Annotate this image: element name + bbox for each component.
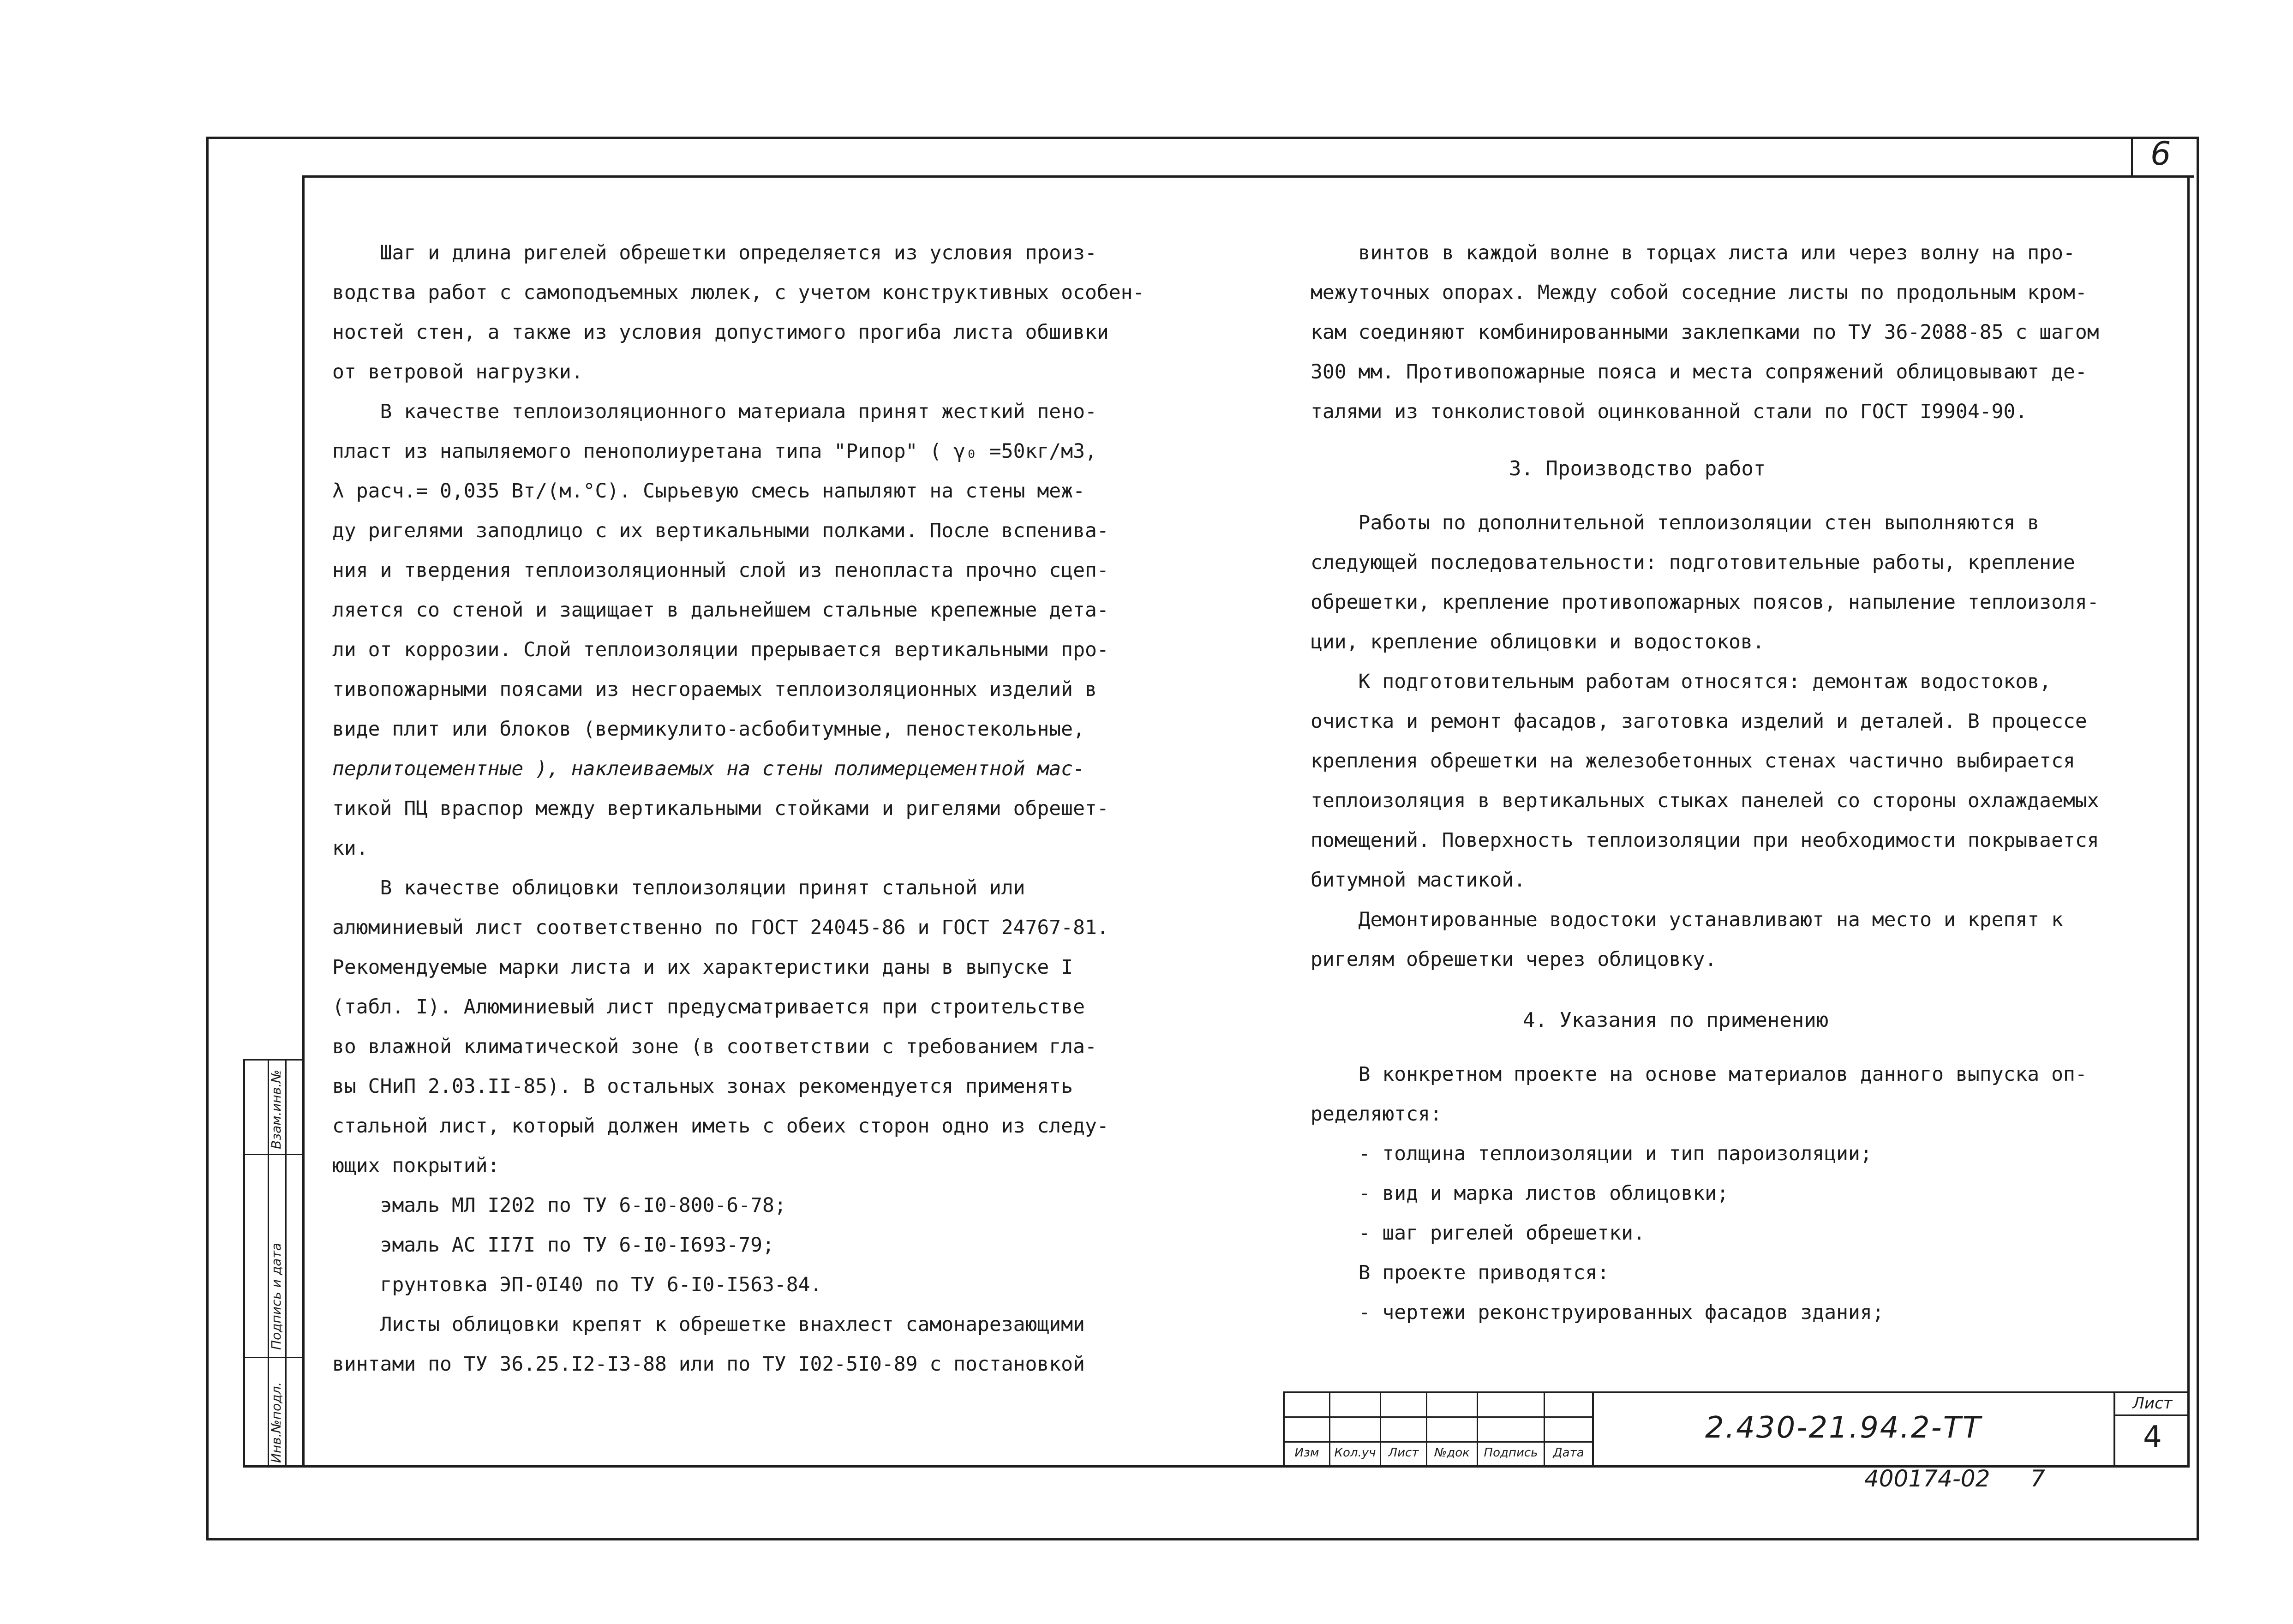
stamp-col-list: Лист (1388, 1446, 1419, 1460)
right-line: обрешетки, крепление противопожарных поясов, напыление теплоизоля- (1311, 591, 2099, 614)
doc-code: 2.430-21.94.2-ТТ (1705, 1411, 1982, 1445)
left-line: В качестве теплоизоляционного материала принят жесткий пено- (332, 400, 1097, 423)
left-line: Листы облицовки крепят к обрешетке внахлест самонарезающими (332, 1313, 1085, 1336)
right-line: - чертежи реконструированных фасадов здания; (1311, 1301, 1884, 1324)
left-line: алюминиевый лист соответственно по ГОСТ 24045-86 и ГОСТ 24767-81. (332, 916, 1109, 939)
right-line: талями из тонколистовой оцинкованной стали по ГОСТ I9904-90. (1311, 400, 2028, 423)
right-line: Демонтированные водостоки устанавливают на место и крепят к (1311, 908, 2063, 931)
side-stamp-sep1 (243, 1154, 303, 1155)
outer-frame-left (206, 137, 209, 1540)
right-line: винтов в каждой волне в торцах листа или через волну на про- (1311, 241, 2075, 264)
title-block-col6 (1592, 1391, 1594, 1467)
right-line: теплоизоляция в вертикальных стыках панелей со стороны охлаждаемых (1311, 789, 2099, 812)
left-line: эмаль МЛ I202 по ТУ 6-I0-800-6-78; (332, 1194, 786, 1217)
right-line: В проекте приводятся: (1311, 1261, 1610, 1284)
title-block-sheet-sep (2113, 1414, 2190, 1416)
right-line: ригелям обрешетки через облицовку. (1311, 948, 1717, 971)
left-line: Рекомендуемые марки листа и их характеристики даны в выпуске I (332, 956, 1073, 979)
side-stamp-replace: Взам.инв.№ (269, 1069, 284, 1149)
side-stamp-mid2 (285, 1059, 287, 1468)
side-stamp-sign: Подпись и дата (269, 1243, 284, 1350)
left-line: пласт из напыляемого пенополиуретана типа "Рипор" ( γ₀ =50кг/м3, (332, 440, 1097, 463)
right-column-para3 (1311, 1055, 2178, 1332)
outer-frame-right (2197, 137, 2199, 1540)
left-line: ли от коррозии. Слой теплоизоляции прерывается вертикальными про- (332, 638, 1109, 661)
inner-frame-right (2187, 175, 2190, 1468)
sheet-number: 4 (2143, 1420, 2162, 1454)
right-line: ределяются: (1311, 1103, 1442, 1126)
archive-page: 7 (2030, 1465, 2045, 1492)
left-line: ки. (332, 837, 368, 860)
right-line: крепления обрешетки на железобетонных стенах частично выбирается (1311, 749, 2075, 773)
outer-frame-bottom (206, 1538, 2199, 1540)
left-line: ностей стен, а также из условия допустимого прогиба листа обшивки (332, 321, 1109, 344)
right-line: помещений. Поверхность теплоизоляции при необходимости покрывается (1311, 829, 2099, 852)
stamp-col-podpis: Подпись (1484, 1446, 1538, 1460)
section-3-heading: 3. Производство работ (1509, 457, 1766, 480)
left-line: во влажной климатической зоне (в соответствии с требованием гла- (332, 1035, 1097, 1058)
right-line: - толщина теплоизоляции и тип пароизоляции; (1311, 1142, 1872, 1165)
side-stamp-inv: Инв.№подл. (269, 1382, 284, 1463)
right-line: ции, крепление облицовки и водостоков. (1311, 630, 1765, 653)
inner-frame-left (302, 175, 305, 1468)
archive-number: 400174-02 (1864, 1465, 1990, 1492)
left-line: грунтовка ЭП-0I40 по ТУ 6-I0-I563-84. (332, 1273, 822, 1296)
left-line: ния и твердения теплоизоляционный слой из пенопласта прочно сцеп- (332, 559, 1109, 582)
right-line: - вид и марка листов облицовки; (1311, 1182, 1729, 1205)
left-line: Шаг и длина ригелей обрешетки определяется из условия произ- (332, 241, 1097, 264)
left-line: стальной лист, который должен иметь с обеих сторон одно из следу- (332, 1115, 1109, 1138)
left-line: тивопожарными поясами из несгораемых теплоизоляционных изделий в (332, 678, 1097, 701)
left-line: ду ригелями заподлицо с их вертикальными полками. После вспенива- (332, 519, 1109, 542)
right-line: кам соединяют комбинированными заклепками по ТУ 36-2088-85 с шагом (1311, 321, 2099, 344)
left-line: эмаль АС II7I по ТУ 6-I0-I693-79; (332, 1234, 774, 1257)
inner-frame-top (302, 175, 2194, 178)
left-line: водства работ с самоподъемных люлек, с учетом конструктивных особен- (332, 281, 1145, 304)
outer-frame-top (206, 137, 2199, 139)
right-line: - шаг ригелей обрешетки. (1311, 1222, 1645, 1245)
right-line: следующей последовательности: подготовительные работы, крепление (1311, 551, 2075, 574)
left-line: ляется со стеной и защищает в дальнейшем стальные крепежные дета- (332, 599, 1109, 622)
stamp-col-izm: Изм (1294, 1446, 1319, 1460)
left-line: винтами по ТУ 36.25.I2-I3-88 или по ТУ I02-5I0-89 с постановкой (332, 1353, 1085, 1376)
right-line: очистка и ремонт фасадов, заготовка изделий и деталей. В процессе (1311, 710, 2087, 733)
side-stamp-top (243, 1059, 303, 1061)
left-line: вы СНиП 2.03.II-85). В остальных зонах рекомендуется применять (332, 1075, 1073, 1098)
side-stamp-sep2 (243, 1357, 303, 1358)
corner-box-left (2131, 137, 2133, 176)
left-line: перлитоцементные ), наклеиваемых на стены полимерцементной мас- (332, 757, 1085, 780)
left-line: В качестве облицовки теплоизоляции принят стальной или (332, 876, 1025, 899)
stamp-col-kolvo: Кол.уч (1334, 1446, 1376, 1460)
left-line: ющих покрытий: (332, 1154, 500, 1177)
sheet-label: Лист (2132, 1394, 2173, 1413)
stamp-col-ndoc: №док (1434, 1446, 1470, 1460)
left-line: виде плит или блоков (вермикулито-асбобитумные, пеностекольные, (332, 718, 1085, 741)
right-line: Работы по дополнительной теплоизоляции стен выполняются в (1311, 511, 2040, 534)
right-column-para2 (1311, 503, 2178, 979)
section-4-heading: 4. Указания по применению (1523, 1008, 1829, 1032)
right-line: В конкретном проекте на основе материалов данного выпуска оп- (1311, 1063, 2087, 1086)
left-line: тикой ПЦ враспор между вертикальными стойками и ригелями обрешет- (332, 797, 1109, 820)
right-line: межуточных опорах. Между собой соседние листы по продольным кром- (1311, 281, 2087, 304)
left-line: от ветровой нагрузки. (332, 360, 583, 384)
title-block (1283, 1391, 2190, 1467)
left-line: λ расч.= 0,035 Вт/(м.°С). Сырьевую смесь напыляют на стены меж- (332, 479, 1085, 503)
right-line: 300 мм. Противопожарные пояса и места сопряжений облицовывают де- (1311, 360, 2087, 384)
stamp-col-data: Дата (1553, 1446, 1584, 1460)
side-stamp-left (243, 1059, 245, 1468)
left-column (332, 233, 1223, 1384)
right-line: битумной мастикой. (1311, 869, 1526, 892)
right-column-para1 (1311, 233, 2178, 431)
left-line: (табл. I). Алюминиевый лист предусматривается при строительстве (332, 995, 1085, 1019)
corner-number: 6 (2150, 135, 2171, 173)
right-line: К подготовительным работам относятся: демонтаж водостоков, (1311, 670, 2052, 693)
title-block-top (1283, 1391, 2190, 1393)
